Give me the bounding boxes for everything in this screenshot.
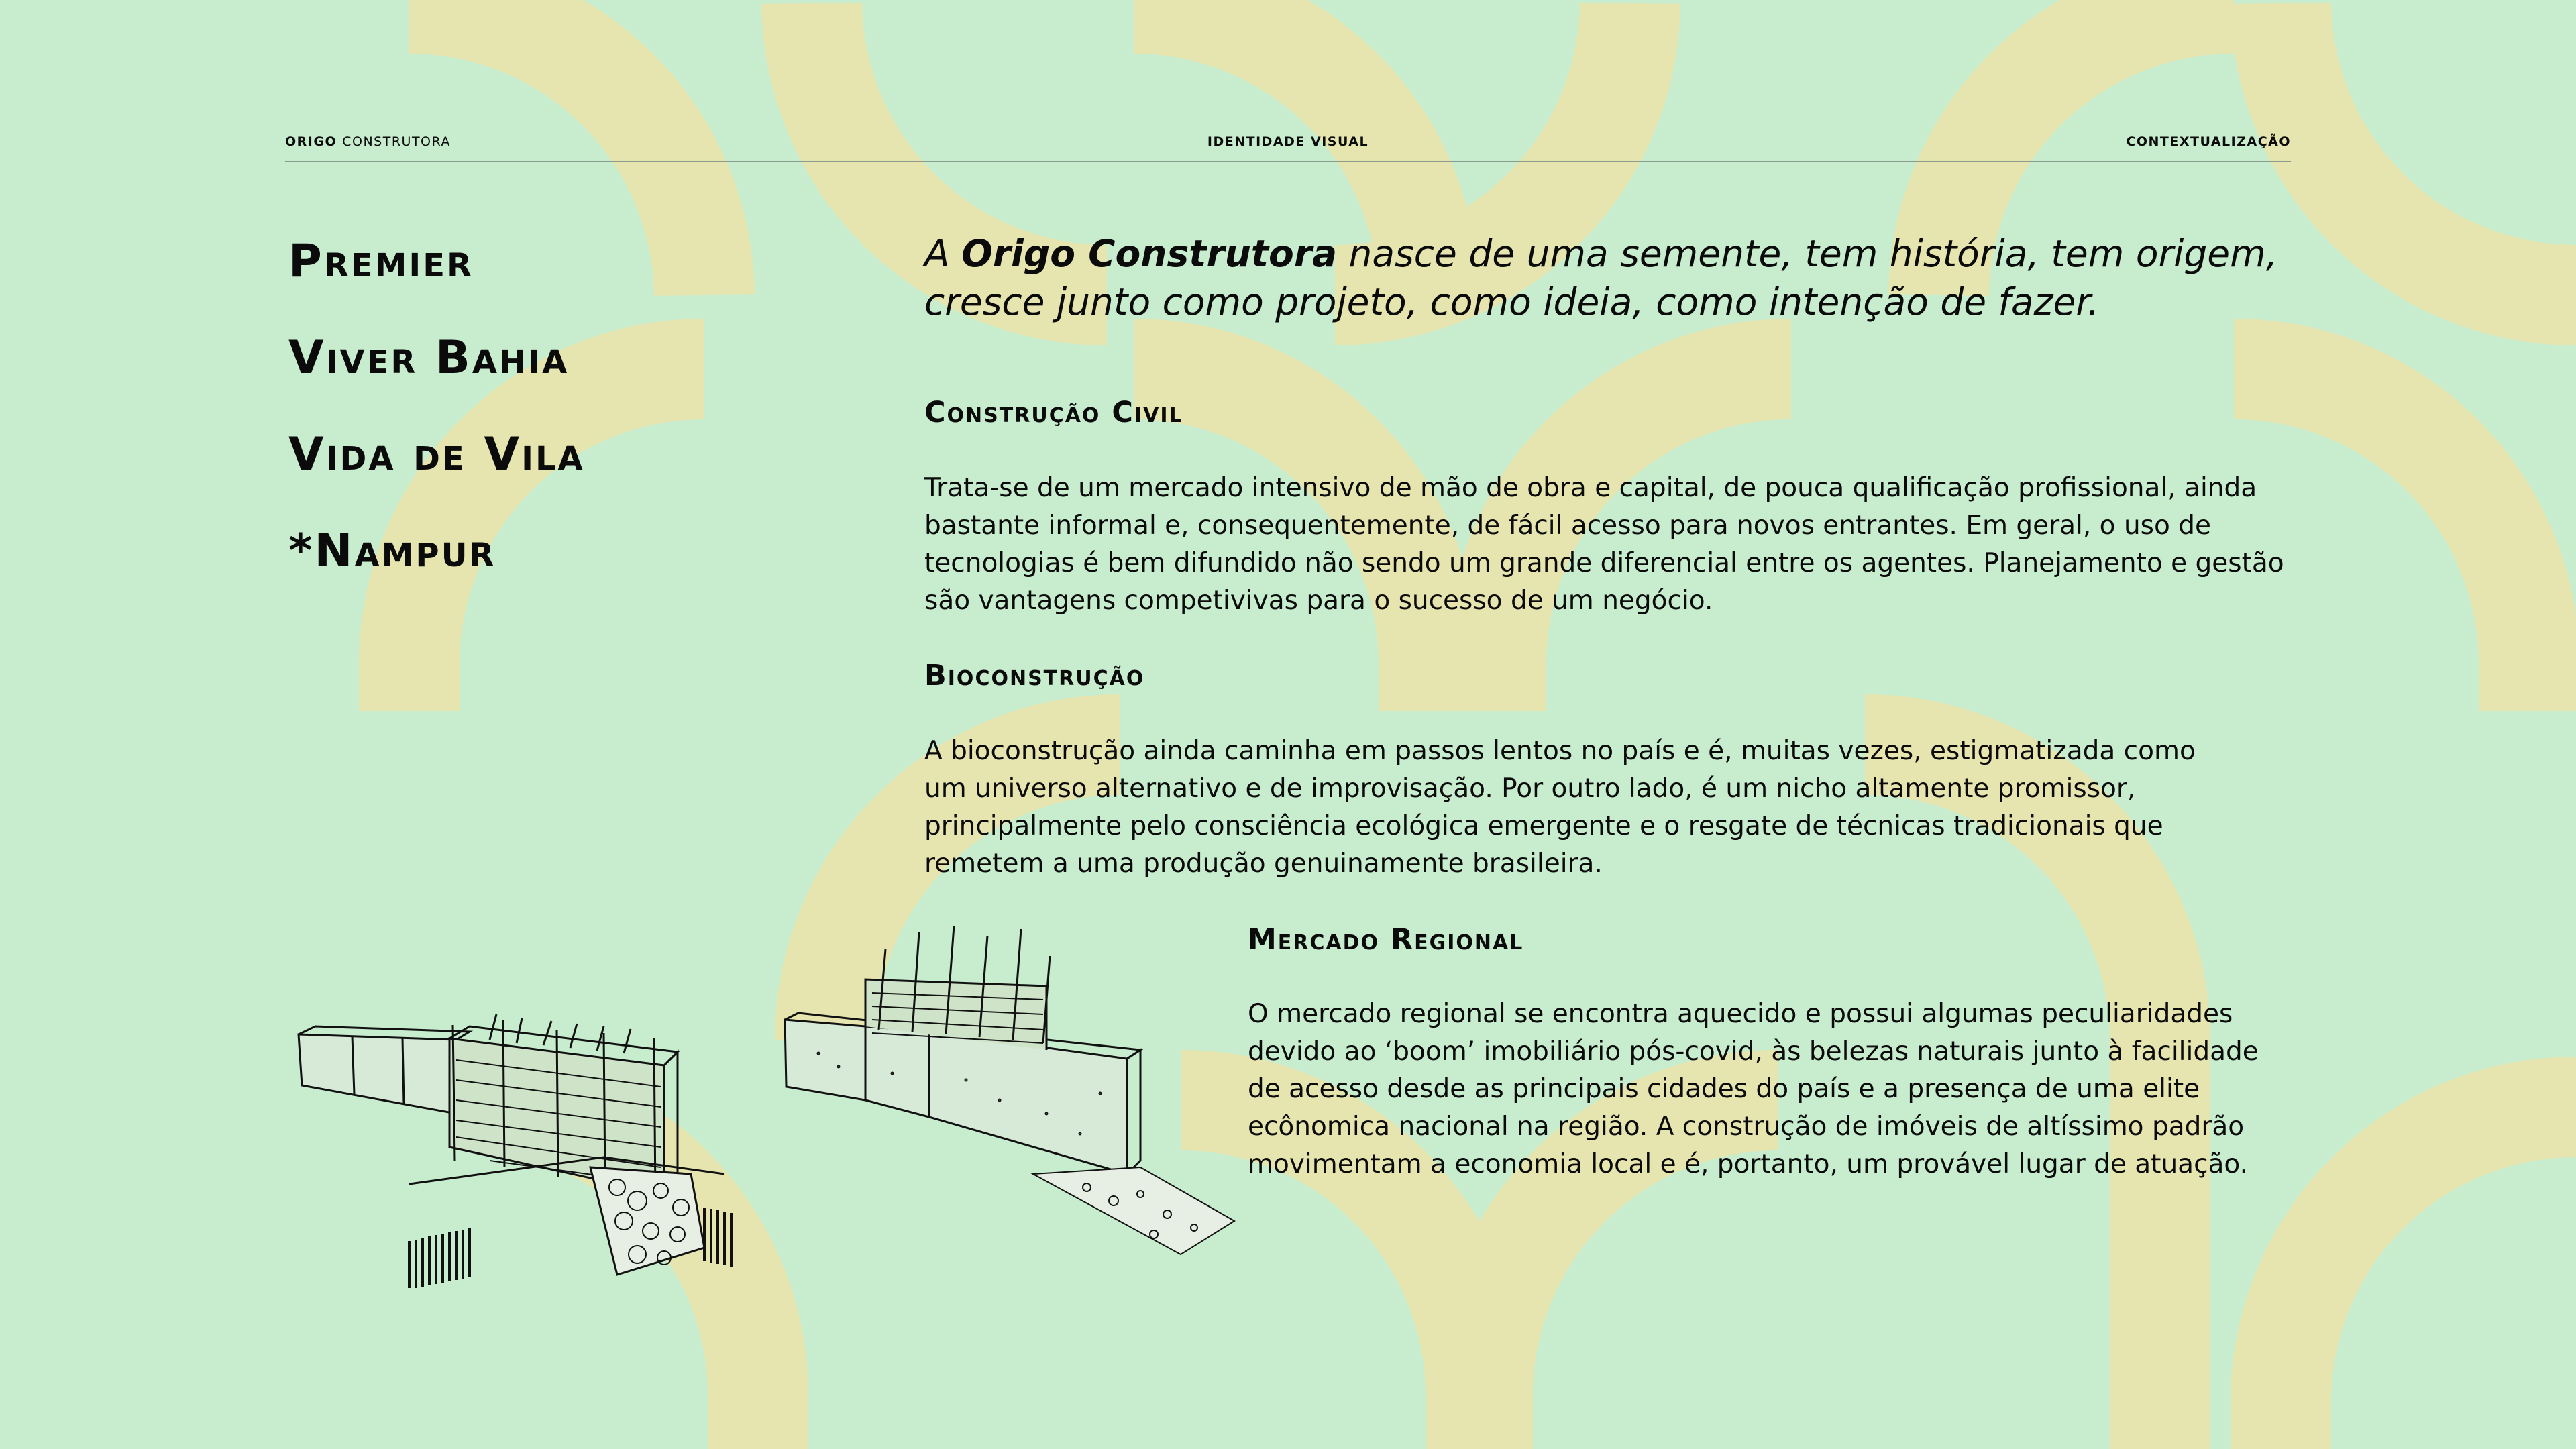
- header-section-title: IDENTIDADE VISUAL: [1207, 134, 1369, 149]
- project-nav: [288, 235, 585, 621]
- intro-rest: nasce de uma semente, tem história, tem origem, cresce junto como projeto, como ideia, como intenção de fazer.: [924, 232, 2278, 323]
- nav-item-vida-de-vila[interactable]: Vida de Vila: [288, 428, 585, 481]
- nav-item-premier[interactable]: Premier: [288, 235, 474, 288]
- bg-arc: [2281, 1107, 2576, 1449]
- wall-construction-sketch: [778, 919, 1261, 1281]
- section-title-mercado-regional: Mercado Regional: [1248, 923, 1524, 957]
- section-body-bioconstrucao: A bioconstrução ainda caminha em passos lentos no país e é, muitas vezes, estigmatizada como um universo alternativo e de improvisação. Por outro lado, é um nicho altamente promissor, principalmente pelo consciência ecológica emergente e o resgate de técnicas tradicionais que remetem a uma produção genuinamente brasileira.: [924, 736, 2196, 879]
- section-body-mercado-regional: O mercado regional se encontra aquecido e possui algumas peculiaridades devido ao ‘boom’ imobiliário pós-covid, às belezas naturais junto à facilidade de acesso desde as principais cidades do país e a presença de uma elite ecônomica nacional na região. A construção de imóveis de altíssimo padrão movimentam a economia local e é, portanto, um provável lugar de atuação.: [1248, 999, 2259, 1179]
- header-subsection-title: CONTEXTUALIZAÇÃO: [2126, 134, 2291, 149]
- section-title-construcao-civil: Construção Civil: [924, 396, 1183, 429]
- header-brand-light: CONSTRUTORA: [342, 134, 451, 149]
- intro-statement: [924, 229, 2333, 326]
- page-header: [285, 131, 2291, 162]
- section-title-bioconstrucao: Bioconstrução: [924, 659, 1145, 692]
- intro-brand: Origo Construtora: [961, 232, 1338, 275]
- rammed-earth-formwork-sketch: [288, 1006, 785, 1301]
- intro-prefix: A: [924, 232, 962, 275]
- section-body-construcao-civil: Trata-se de um mercado intensivo de mão de obra e capital, de pouca qualificação profissional, ainda bastante informal e, consequentemente, de fácil acesso para novos entrantes. Em geral, o uso de tecnologias é bem difundido não sendo um grande diferencial entre os agentes. Planejamento e gestão são vantagens competivivas para o sucesso de um negócio.: [924, 473, 2284, 616]
- nav-item-nampur[interactable]: *Nampur: [288, 525, 496, 578]
- nav-item-viver-bahia[interactable]: Viver Bahia: [288, 331, 570, 384]
- header-brand-bold: ORIGO: [285, 134, 337, 149]
